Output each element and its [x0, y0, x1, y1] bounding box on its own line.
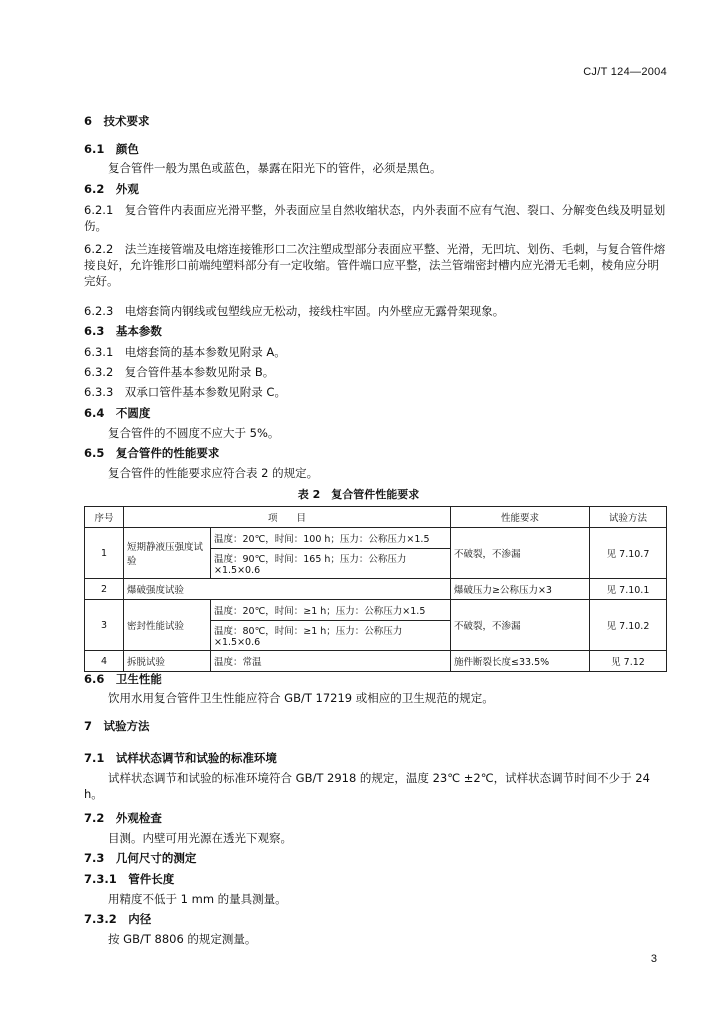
performance-table	[84, 506, 667, 672]
section-heading-7: 7 试验方法	[84, 719, 150, 733]
paragraph-7-3-1: 用精度不低于 1 mm 的量具测量。	[108, 892, 287, 906]
section-heading-6-4: 6.4 不圆度	[84, 406, 151, 420]
paragraph-6-3-3: 6.3.3 双承口管件基本参数见附录 C。	[84, 385, 286, 399]
paragraph-6-2-1: 6.2.1 复合管件内表面应光滑平整，外表面应呈自然收缩状态，内外表面不应有气泡、裂口、分解变色线及明显划伤。	[84, 203, 666, 233]
paragraph-6-2-2: 6.2.2 法兰连接管端及电熔连接锥形口二次注塑成型部分表面应平整、光滑，无凹坑、划伤、毛刺，与复合管件熔接良好，允许锥形口前端纯塑料部分有一定收缩。管件端口应平整，法兰管端密封槽内应光滑无毛刺，棱角应分明完好。	[84, 242, 666, 288]
paragraph-6-5: 复合管件的性能要求应符合表 2 的规定。	[108, 466, 319, 480]
table-header-row	[85, 507, 667, 528]
paragraph-6-4: 复合管件的不圆度不应大于 5%。	[108, 426, 280, 440]
paragraph-7-2: 目测。内壁可用光源在透光下观察。	[108, 831, 292, 845]
paragraph-6-3-1: 6.3.1 电熔套筒的基本参数见附录 A。	[84, 345, 286, 359]
section-heading-6-3: 6.3 基本参数	[84, 324, 162, 338]
col-header-requirement: 性能要求	[451, 507, 590, 528]
table-row: 3 密封性能试验 温度：20℃，时间：≥1 h；压力：公称压力×1.5 不破裂，不渗漏 见 7.10.2	[85, 600, 667, 621]
section-heading-7-3-1: 7.3.1 管件长度	[84, 872, 175, 886]
page-number: 3	[650, 953, 657, 965]
section-heading-7-3-2: 7.3.2 内径	[84, 912, 152, 926]
section-heading-6-2: 6.2 外观	[84, 182, 139, 196]
section-heading-7-2: 7.2 外观检查	[84, 811, 162, 825]
col-header-item: 项 目	[124, 507, 451, 528]
section-heading-6: 6 技术要求	[84, 114, 150, 128]
section-heading-7-3: 7.3 几何尺寸的测定	[84, 851, 197, 865]
table-row: 2 爆破强度试验 爆破压力≥公称压力×3 见 7.10.1	[85, 579, 667, 600]
paragraph-7-3-2: 按 GB/T 8806 的规定测量。	[108, 932, 257, 946]
paragraph-6-1: 复合管件一般为黑色或蓝色，暴露在阳光下的管件，必须是黑色。	[108, 161, 442, 175]
col-header-method: 试验方法	[590, 507, 667, 528]
table-row: 1 短期静液压强度试验 温度：20℃，时间：100 h；压力：公称压力×1.5 不破裂，不渗漏 见 7.10.7	[85, 528, 667, 549]
paragraph-6-6: 饮用水用复合管件卫生性能应符合 GB/T 17219 或相应的卫生规范的规定。	[108, 691, 494, 705]
section-heading-6-1: 6.1 颜色	[84, 142, 139, 156]
col-header-no: 序号	[85, 507, 124, 528]
paragraph-7-1: 试样状态调节和试验的标准环境符合 GB/T 2918 的规定，温度 23℃ ±2℃，试样状态调节时间不少于 24 h。	[84, 771, 650, 801]
section-heading-6-5: 6.5 复合管件的性能要求	[84, 446, 220, 460]
section-heading-6-6: 6.6 卫生性能	[84, 672, 162, 686]
paragraph-6-2-3: 6.2.3 电熔套筒内钢线或包塑线应无松动，接线柱牢固。内外壁应无露骨架现象。	[84, 304, 505, 318]
section-heading-7-1: 7.1 试样状态调节和试验的标准环境	[84, 751, 277, 765]
table-caption: 表 2 复合管件性能要求	[297, 488, 420, 501]
table-row: 4 拆脱试验 温度：常温 施件断裂长度≤33.5% 见 7.12	[85, 651, 667, 672]
table-row: 温度：80℃，时间：≥1 h；压力：公称压力×1.5×0.6	[85, 621, 667, 651]
standard-code: CJ/T 124—2004	[583, 66, 667, 78]
paragraph-6-3-2: 6.3.2 复合管件基本参数见附录 B。	[84, 365, 275, 379]
table-row: 温度：90℃，时间：165 h；压力：公称压力×1.5×0.6	[85, 549, 667, 579]
